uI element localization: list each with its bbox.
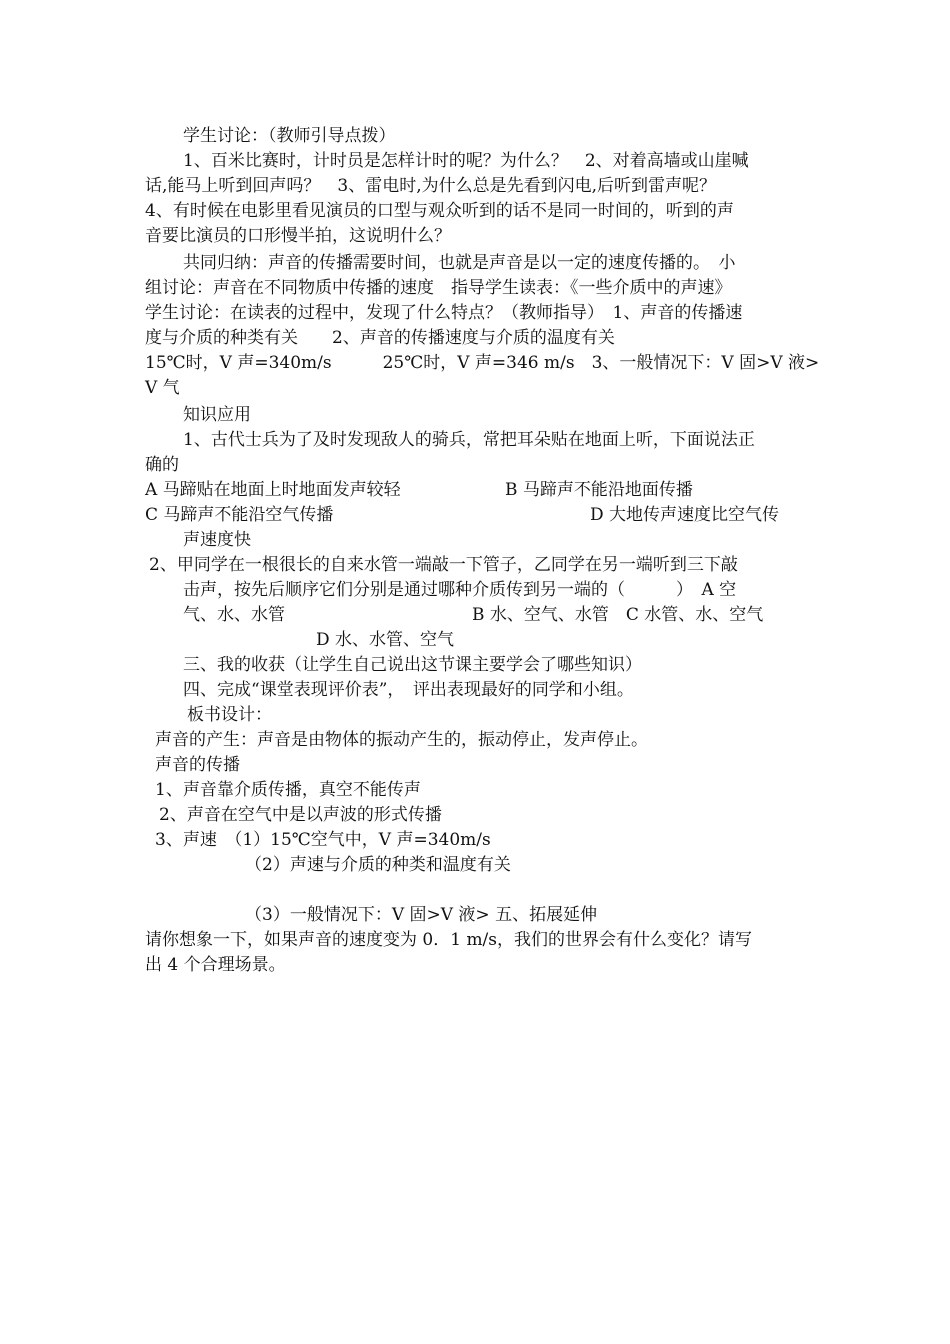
text-line-question-4: 4、有时候在电影里看见演员的口型与观众听到的话不是同一时间的，听到的声 (145, 201, 734, 221)
option-1a: A 马蹄贴在地面上时地面发声较轻 (145, 480, 401, 500)
option-1c: C 马蹄声不能沿空气传播 (145, 505, 334, 525)
text-line-exercise-2: 2、甲同学在一根很长的自来水管一端敲一下管子，乙同学在另一端听到三下敲 (149, 555, 738, 575)
option-2a-cont: 气、水、水管 (183, 605, 285, 625)
text-line-exercise-1: 1、古代士兵为了及时发现敌人的骑兵，常把耳朵贴在地面上听，下面说法正 (183, 430, 755, 450)
text-line-question-4-cont: 音要比演员的口形慢半拍，这说明什么？ (145, 226, 451, 246)
text-line-extension-cont: 出 4 个合理场景。 (145, 955, 286, 975)
text-line-board-item-3-2: （2）声速与介质的种类和温度有关 (245, 855, 511, 875)
text-line-summary: 共同归纳：声音的传播需要时间，也就是声音是以一定的速度传播的。 小 (183, 253, 736, 273)
text-line-knowledge-apply: 知识应用 (183, 405, 251, 425)
text-line-evaluation: 四、完成“课堂表现评价表”， 评出表现最好的同学和小组。 (183, 680, 634, 700)
option-1d-cont: 声速度快 (183, 530, 251, 550)
text-line-v-gas: V 气 (145, 378, 180, 398)
text-line-question-2: 话,能马上听到回声吗？ 3、雷电时,为什么总是先看到闪电,后听到雷声呢？ (145, 176, 717, 196)
text-line-sound-propagation: 声音的传播 (155, 755, 240, 775)
option-2b-2c: B 水、空气、水管 C 水管、水、空气 (472, 605, 764, 625)
text-line-discussion-heading: 学生讨论：（教师引导点拨） (183, 126, 396, 146)
text-line-table-discussion: 学生讨论：在读表的过程中，发现了什么特点？（教师指导） 1、声音的传播速 (145, 303, 743, 323)
text-line-extension: 请你想象一下，如果声音的速度变为 0．1 m/s，我们的世界会有什么变化？请写 (145, 930, 753, 950)
text-line-board-item-1: 1、声音靠介质传播，真空不能传声 (155, 780, 421, 800)
text-line-exercise-2-cont: 击声，按先后顺序它们分别是通过哪种介质传到另一端的（ ） A 空 (183, 580, 737, 600)
option-1b: B 马蹄声不能沿地面传播 (505, 480, 693, 500)
text-line-board-item-3: 3、声速 （1）15℃空气中，V 声=340m/s (155, 830, 491, 850)
text-line-exercise-1-cont: 确的 (145, 455, 179, 475)
text-line-speed-values: 15℃时，V 声=340m/s 25℃时，V 声=346 m/s 3、一般情况下：V 固>V 液> (145, 353, 820, 373)
text-line-question-1: 1、百米比赛时，计时员是怎样计时的呢？为什么？ 2、对着高墙或山崖喊 (183, 151, 749, 171)
text-line-harvest: 三、我的收获（让学生自己说出这节课主要学会了哪些知识） (183, 655, 642, 675)
text-line-group-discussion: 组讨论：声音在不同物质中传播的速度 指导学生读表：《一些介质中的声速》 (145, 278, 732, 298)
text-line-board-item-3-3: （3）一般情况下：V 固>V 液> 五、拓展延伸 (245, 905, 598, 925)
option-1d: D 大地传声速度比空气传 (590, 505, 780, 525)
text-line-board-item-2: 2、声音在空气中是以声波的形式传播 (159, 805, 442, 825)
text-line-board-design: 板书设计： (187, 705, 272, 725)
option-2d: D 水、水管、空气 (316, 630, 455, 650)
text-line-sound-origin: 声音的产生：声音是由物体的振动产生的，振动停止，发声停止。 (155, 730, 648, 750)
text-line-speed-factors: 度与介质的种类有关 2、声音的传播速度与介质的温度有关 (145, 328, 615, 348)
